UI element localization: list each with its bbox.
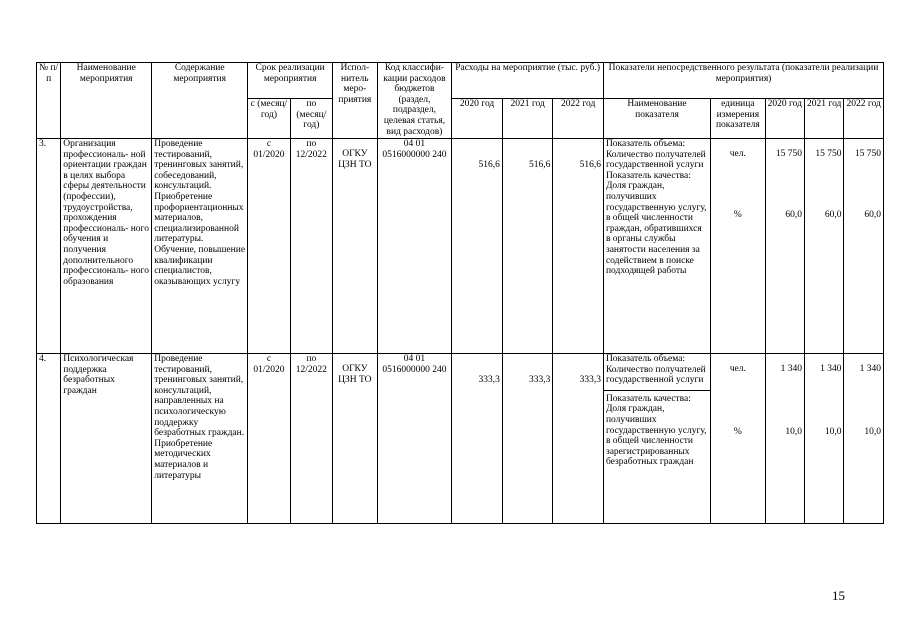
- header-term-from: с (месяц/ год): [248, 99, 290, 139]
- row-result-2022: [844, 354, 884, 524]
- value-quality-2020: 60,0: [785, 209, 803, 220]
- indicator-volume: Показатель объема: Количество получателей государственной услуги: [605, 139, 706, 171]
- value-quality-2022: 60,0: [864, 209, 881, 220]
- row-result-2021: [805, 354, 844, 524]
- row-result-2022: [844, 139, 884, 354]
- header-executor: Испол- нитель меро- приятия: [333, 63, 377, 139]
- header-indicator-name: Наименование показателя: [603, 99, 710, 139]
- header-expense-2021: 2021 год: [502, 99, 553, 139]
- row-units: [711, 354, 766, 524]
- value-volume-2022: 1 340: [859, 364, 881, 374]
- header-expense-2020: 2020 год: [452, 99, 503, 139]
- header-result-2021: 2021 год: [805, 99, 844, 139]
- table-row: [37, 354, 884, 524]
- value-volume-2020: 1 340: [780, 364, 803, 374]
- row-content: Проведение тестирований, тренинговых занятий, собеседований, консультаций. Приобретение профориентационных материалов, специализированной литературы. Обучение, повышение квалификации специалистов, оказывающих услугу: [152, 139, 248, 354]
- value-quality-2020: 10,0: [785, 426, 803, 437]
- header-code: Код классифи- кации расходов бюджетов (раздел, подраздел, целевая статья, вид расходов): [377, 63, 452, 139]
- row-term-to: по 12/2022: [290, 139, 332, 354]
- header-unit: единица измерения показателя: [711, 99, 766, 139]
- page-number: 15: [832, 588, 845, 603]
- row-name: Психологическая поддержка безработных граждан: [61, 354, 152, 524]
- row-expense-2021: 516,6: [502, 139, 553, 354]
- header-content: Содержание мероприятия: [152, 63, 248, 139]
- value-quality-2021: 10,0: [824, 426, 842, 437]
- row-num: 3.: [37, 139, 61, 354]
- row-executor: ОГКУ ЦЗН ТО: [333, 139, 377, 354]
- value-volume-2021: 1 340: [820, 364, 842, 374]
- value-volume-2021: 15 750: [815, 149, 842, 159]
- row-code: 04 01 0516000000 240: [377, 354, 452, 524]
- row-name: Организация профессиональ- ной ориентации граждан в целях выбора сферы деятельности (профессии), трудоустройства, прохождения профессиональ- ного обучения и получения дополнительного профессиональ- ного образования: [61, 139, 152, 354]
- header-name: Наименование мероприятия: [61, 63, 152, 139]
- header-term: Срок реализации мероприятия: [248, 63, 333, 99]
- unit-volume: чел.: [729, 149, 746, 159]
- value-quality-2021: 60,0: [824, 209, 842, 220]
- header-results: Показатели непосредственного результата (показатели реализации мероприятия): [603, 63, 883, 99]
- row-term-from: с 01/2020: [248, 354, 290, 524]
- row-result-2021: [805, 139, 844, 354]
- row-code: 04 01 0516000000 240: [377, 139, 452, 354]
- header-result-2020: 2020 год: [765, 99, 804, 139]
- header-row-1: [37, 63, 884, 99]
- row-result-2020: [765, 354, 804, 524]
- indicator-quality: Показатель качества: Доля граждан, получивших государственную услугу, в общей численности зарегистрированных безработных граждан: [604, 390, 710, 468]
- table-row: [37, 139, 884, 354]
- unit-quality: %: [733, 209, 742, 220]
- header-expense-2022: 2022 год: [553, 99, 604, 139]
- row-units: [711, 139, 766, 354]
- row-expense-2020: 333,3: [452, 354, 503, 524]
- row-content: Проведение тестирований, тренинговых занятий, консультаций, направленных на психологическую поддержку безработных граждан. Приобретение методических материалов и литературы: [152, 354, 248, 524]
- row-expense-2022: 333,3: [553, 354, 604, 524]
- row-term-to: по 12/2022: [290, 354, 332, 524]
- value-volume-2022: 15 750: [854, 149, 881, 159]
- row-num: 4.: [37, 354, 61, 524]
- row-expense-2022: 516,6: [553, 139, 604, 354]
- row-expense-2021: 333,3: [502, 354, 553, 524]
- measures-table: [36, 62, 884, 524]
- unit-volume: чел.: [729, 364, 746, 374]
- row-expense-2020: 516,6: [452, 139, 503, 354]
- row-term-from: с 01/2020: [248, 139, 290, 354]
- row-result-2020: [765, 139, 804, 354]
- value-quality-2022: 10,0: [864, 426, 881, 437]
- header-term-to: по (месяц/ год): [290, 99, 332, 139]
- row-executor: ОГКУ ЦЗН ТО: [333, 354, 377, 524]
- value-volume-2020: 15 750: [775, 149, 803, 159]
- row-indicators: [603, 354, 710, 524]
- header-result-2022: 2022 год: [844, 99, 884, 139]
- row-indicators: [603, 139, 710, 354]
- indicator-volume: Показатель объема: Количество получателей государственной услуги: [605, 354, 706, 386]
- indicator-quality: Показатель качества: Доля граждан, получивших государственную услугу, в общей численности граждан, обратившихся в органы службы занятости населения за содействием в поиске подходящей работы: [605, 170, 707, 277]
- header-expenses: Расходы на мероприятие (тыс. руб.): [452, 63, 604, 99]
- header-num: № п/п: [37, 63, 61, 139]
- unit-quality: %: [733, 426, 742, 437]
